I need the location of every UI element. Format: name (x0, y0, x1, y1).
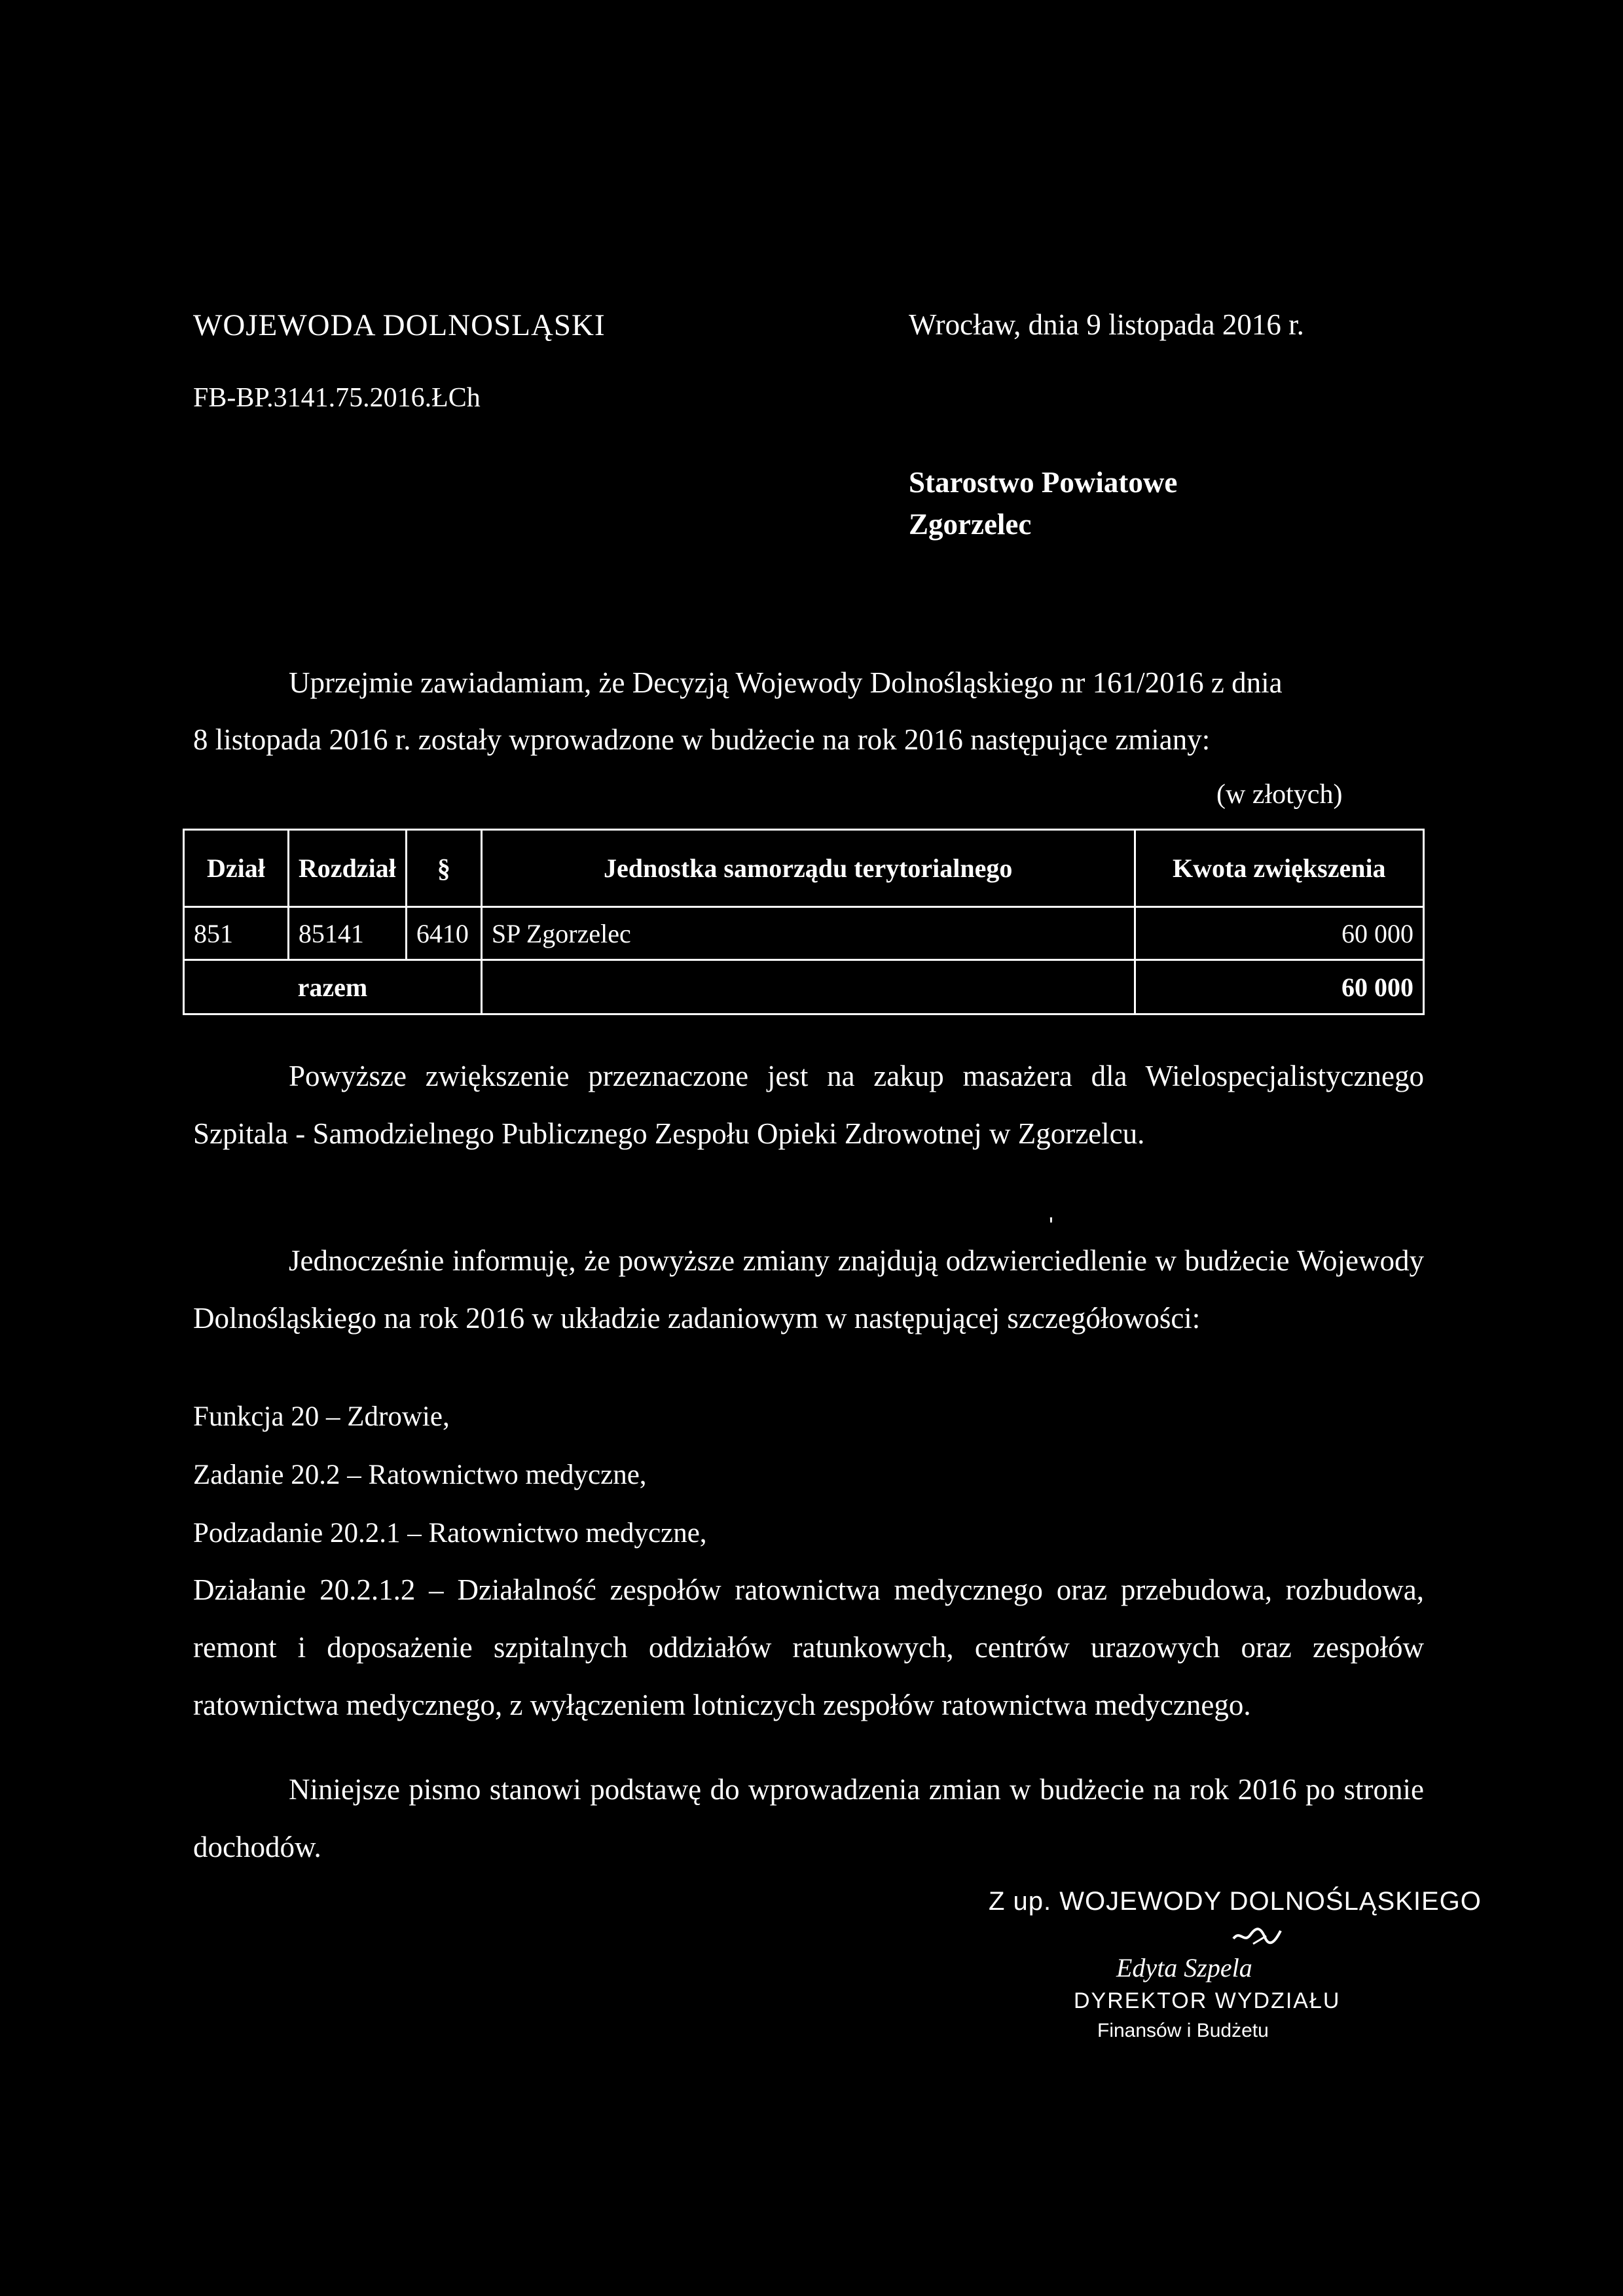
classification-list (193, 1388, 707, 1562)
addressee (909, 461, 1177, 545)
basis-text: Niniejsze pismo stanowi podstawę do wprowadzenia zmian w budżecie na rok 2016 po stronie dochodów. (193, 1773, 1424, 1863)
intro-paragraph (193, 655, 1424, 768)
funkcja-line: Funkcja 20 – Zdrowie, (193, 1401, 450, 1432)
signatory-department: Finansów i Budżetu (1097, 2020, 1269, 2041)
total-value: 60 000 (1135, 960, 1423, 1014)
table-header-row (184, 830, 1424, 907)
total-label: razem (184, 960, 482, 1014)
header-jst: Jednostka samorządu terytorialnego (481, 830, 1135, 907)
signatory-title: DYREKTOR WYDZIAŁU (1074, 1988, 1341, 2013)
task-text: Jednocześnie informuję, że powyższe zmiany znajdują odzwierciedlenie w budżecie Wojewody Dolnośląskiego na rok 2016 w układzie zadaniowym w następującej szczegółowości: (193, 1244, 1424, 1335)
table-row (184, 907, 1424, 960)
basis-paragraph (193, 1761, 1424, 1876)
cell-jst: SP Zgorzelec (481, 907, 1135, 960)
dzialanie-paragraph: Działanie 20.2.1.2 – Działalność zespołów ratownictwa medycznego oraz przebudowa, rozbudowa, remont i doposażenie szpitalnych oddziałów ratunkowych, centrów urazowych oraz zespołów ratownictwa medycznego, z wyłączeniem lotniczych zespołów ratownictwa medycznego. (193, 1573, 1424, 1721)
header-rozdzial: Rozdział (288, 830, 406, 907)
unit-note: (w złotych) (1216, 780, 1343, 810)
header-dzial: Dział (184, 830, 289, 907)
reference-number: FB-BP.3141.75.2016.ŁCh (193, 383, 481, 413)
addressee-line-2: Zgorzelec (909, 508, 1032, 541)
signatory-name: Edyta Szpela (1116, 1953, 1252, 1982)
cell-rozdzial: 85141 (288, 907, 406, 960)
cell-kwota: 60 000 (1135, 907, 1423, 960)
header-paragraph: § (406, 830, 481, 907)
signature-stamp-line: Z up. WOJEWODY DOLNOŚLĄSKIEGO (989, 1887, 1482, 1916)
budget-table (183, 829, 1425, 1015)
cell-paragraph: 6410 (406, 907, 481, 960)
handwritten-signature-icon (1231, 1924, 1283, 1950)
purpose-text: Powyższe zwiększenie przeznaczone jest na zakup masażera dla Wielospecjalistycznego Szpitala - Samodzielnego Publicznego Zespołu Opieki Zdrowotnej w Zgorzelcu. (193, 1060, 1424, 1150)
table-total-row (184, 960, 1424, 1014)
addressee-line-1: Starostwo Powiatowe (909, 466, 1178, 499)
podzadanie-line: Podzadanie 20.2.1 – Ratownictwo medyczne, (193, 1518, 707, 1549)
header-kwota: Kwota zwiększenia (1135, 830, 1423, 907)
zadanie-line: Zadanie 20.2 – Ratownictwo medyczne, (193, 1460, 647, 1490)
intro-line-2: 8 listopada 2016 r. zostały wprowadzone w budżecie na rok 2016 następujące zmiany: (193, 723, 1211, 756)
purpose-paragraph (193, 1047, 1424, 1162)
cell-dzial: 851 (184, 907, 289, 960)
intro-line-1: Uprzejmie zawiadamiam, że Decyzją Wojewody Dolnośląskiego nr 161/2016 z dnia (289, 666, 1283, 699)
task-paragraph (193, 1232, 1424, 1347)
stray-mark: ' (1049, 1212, 1053, 1239)
issuer-name: WOJEWODA DOLNOSLĄSKI (193, 308, 606, 342)
place-and-date: Wrocław, dnia 9 listopada 2016 r. (909, 308, 1304, 341)
total-empty-cell (481, 960, 1135, 1014)
